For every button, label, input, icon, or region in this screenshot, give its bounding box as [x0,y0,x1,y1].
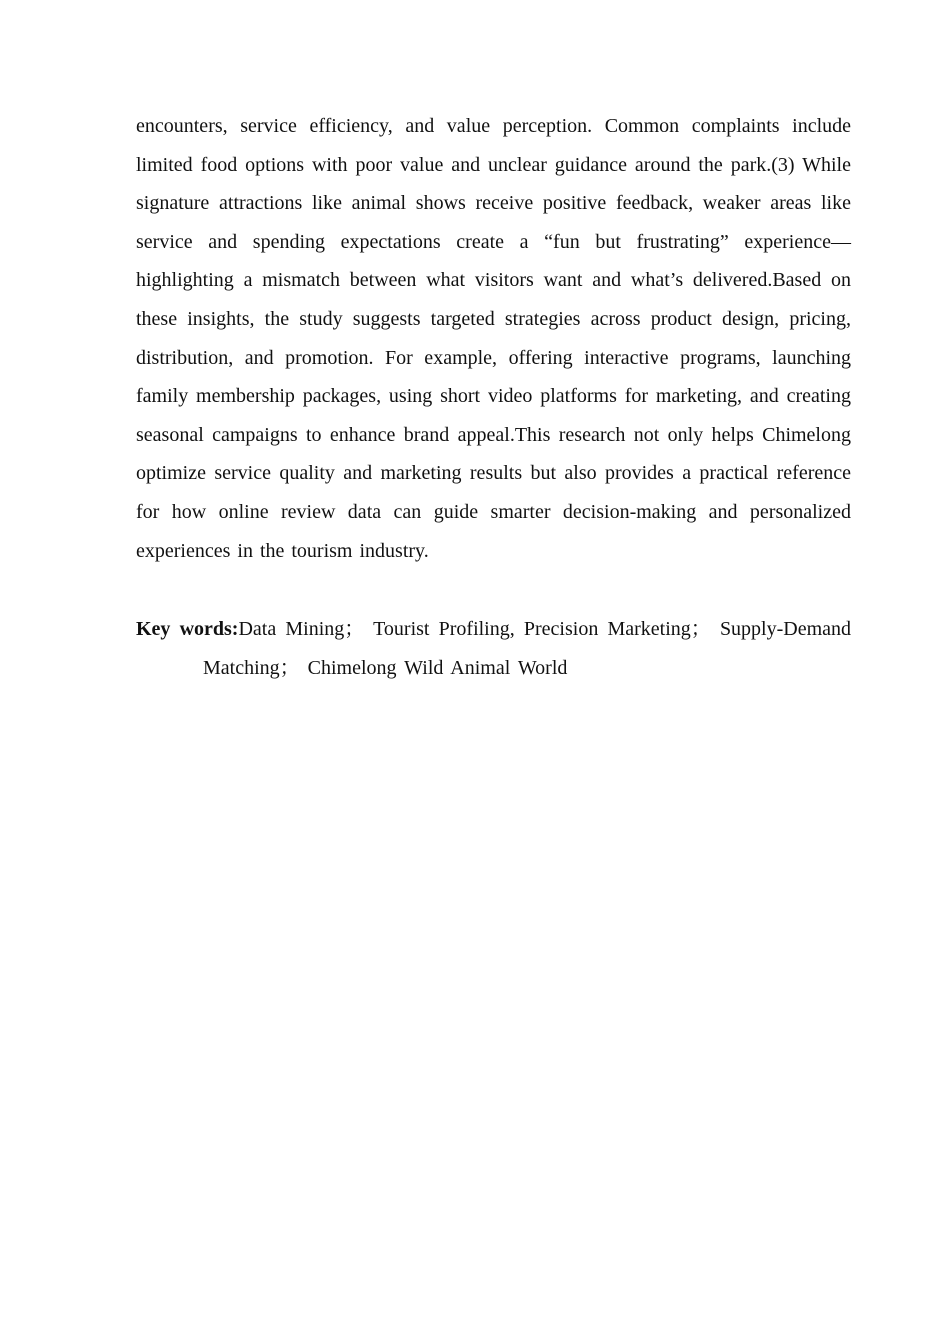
keywords-label: Key words: [136,618,239,641]
keywords-line [136,610,851,688]
keyword-term: Chimelong Wild Animal World [307,657,568,680]
abstract-section [136,107,851,688]
abstract-paragraph: encounters, service efficiency, and value perception. Common complaints include limited food options with poor value and unclear guidance around the park.(3) While signature attractions like animal shows receive positive feedback, weaker areas like service and spending expectations create a “fun but frustrating” experience—highlighting a mismatch between what visitors want and what’s delivered.Based on these insights, the study suggests targeted strategies across product design, pricing, distribution, and promotion. For example, offering interactive programs, launching family membership packages, using short video platforms for marketing, and creating seasonal campaigns to enhance brand appeal.This research not only helps Chimelong optimize service quality and marketing results but also provides a practical reference for how online review data can guide smarter decision-making and personalized experiences in the tourism industry. [136,115,851,562]
keyword-term: Data Mining； [238,618,365,641]
keyword-term: Supply-Demand Matching； [203,618,852,680]
keyword-term: Tourist Profiling, Precision Marketing； [373,618,711,641]
